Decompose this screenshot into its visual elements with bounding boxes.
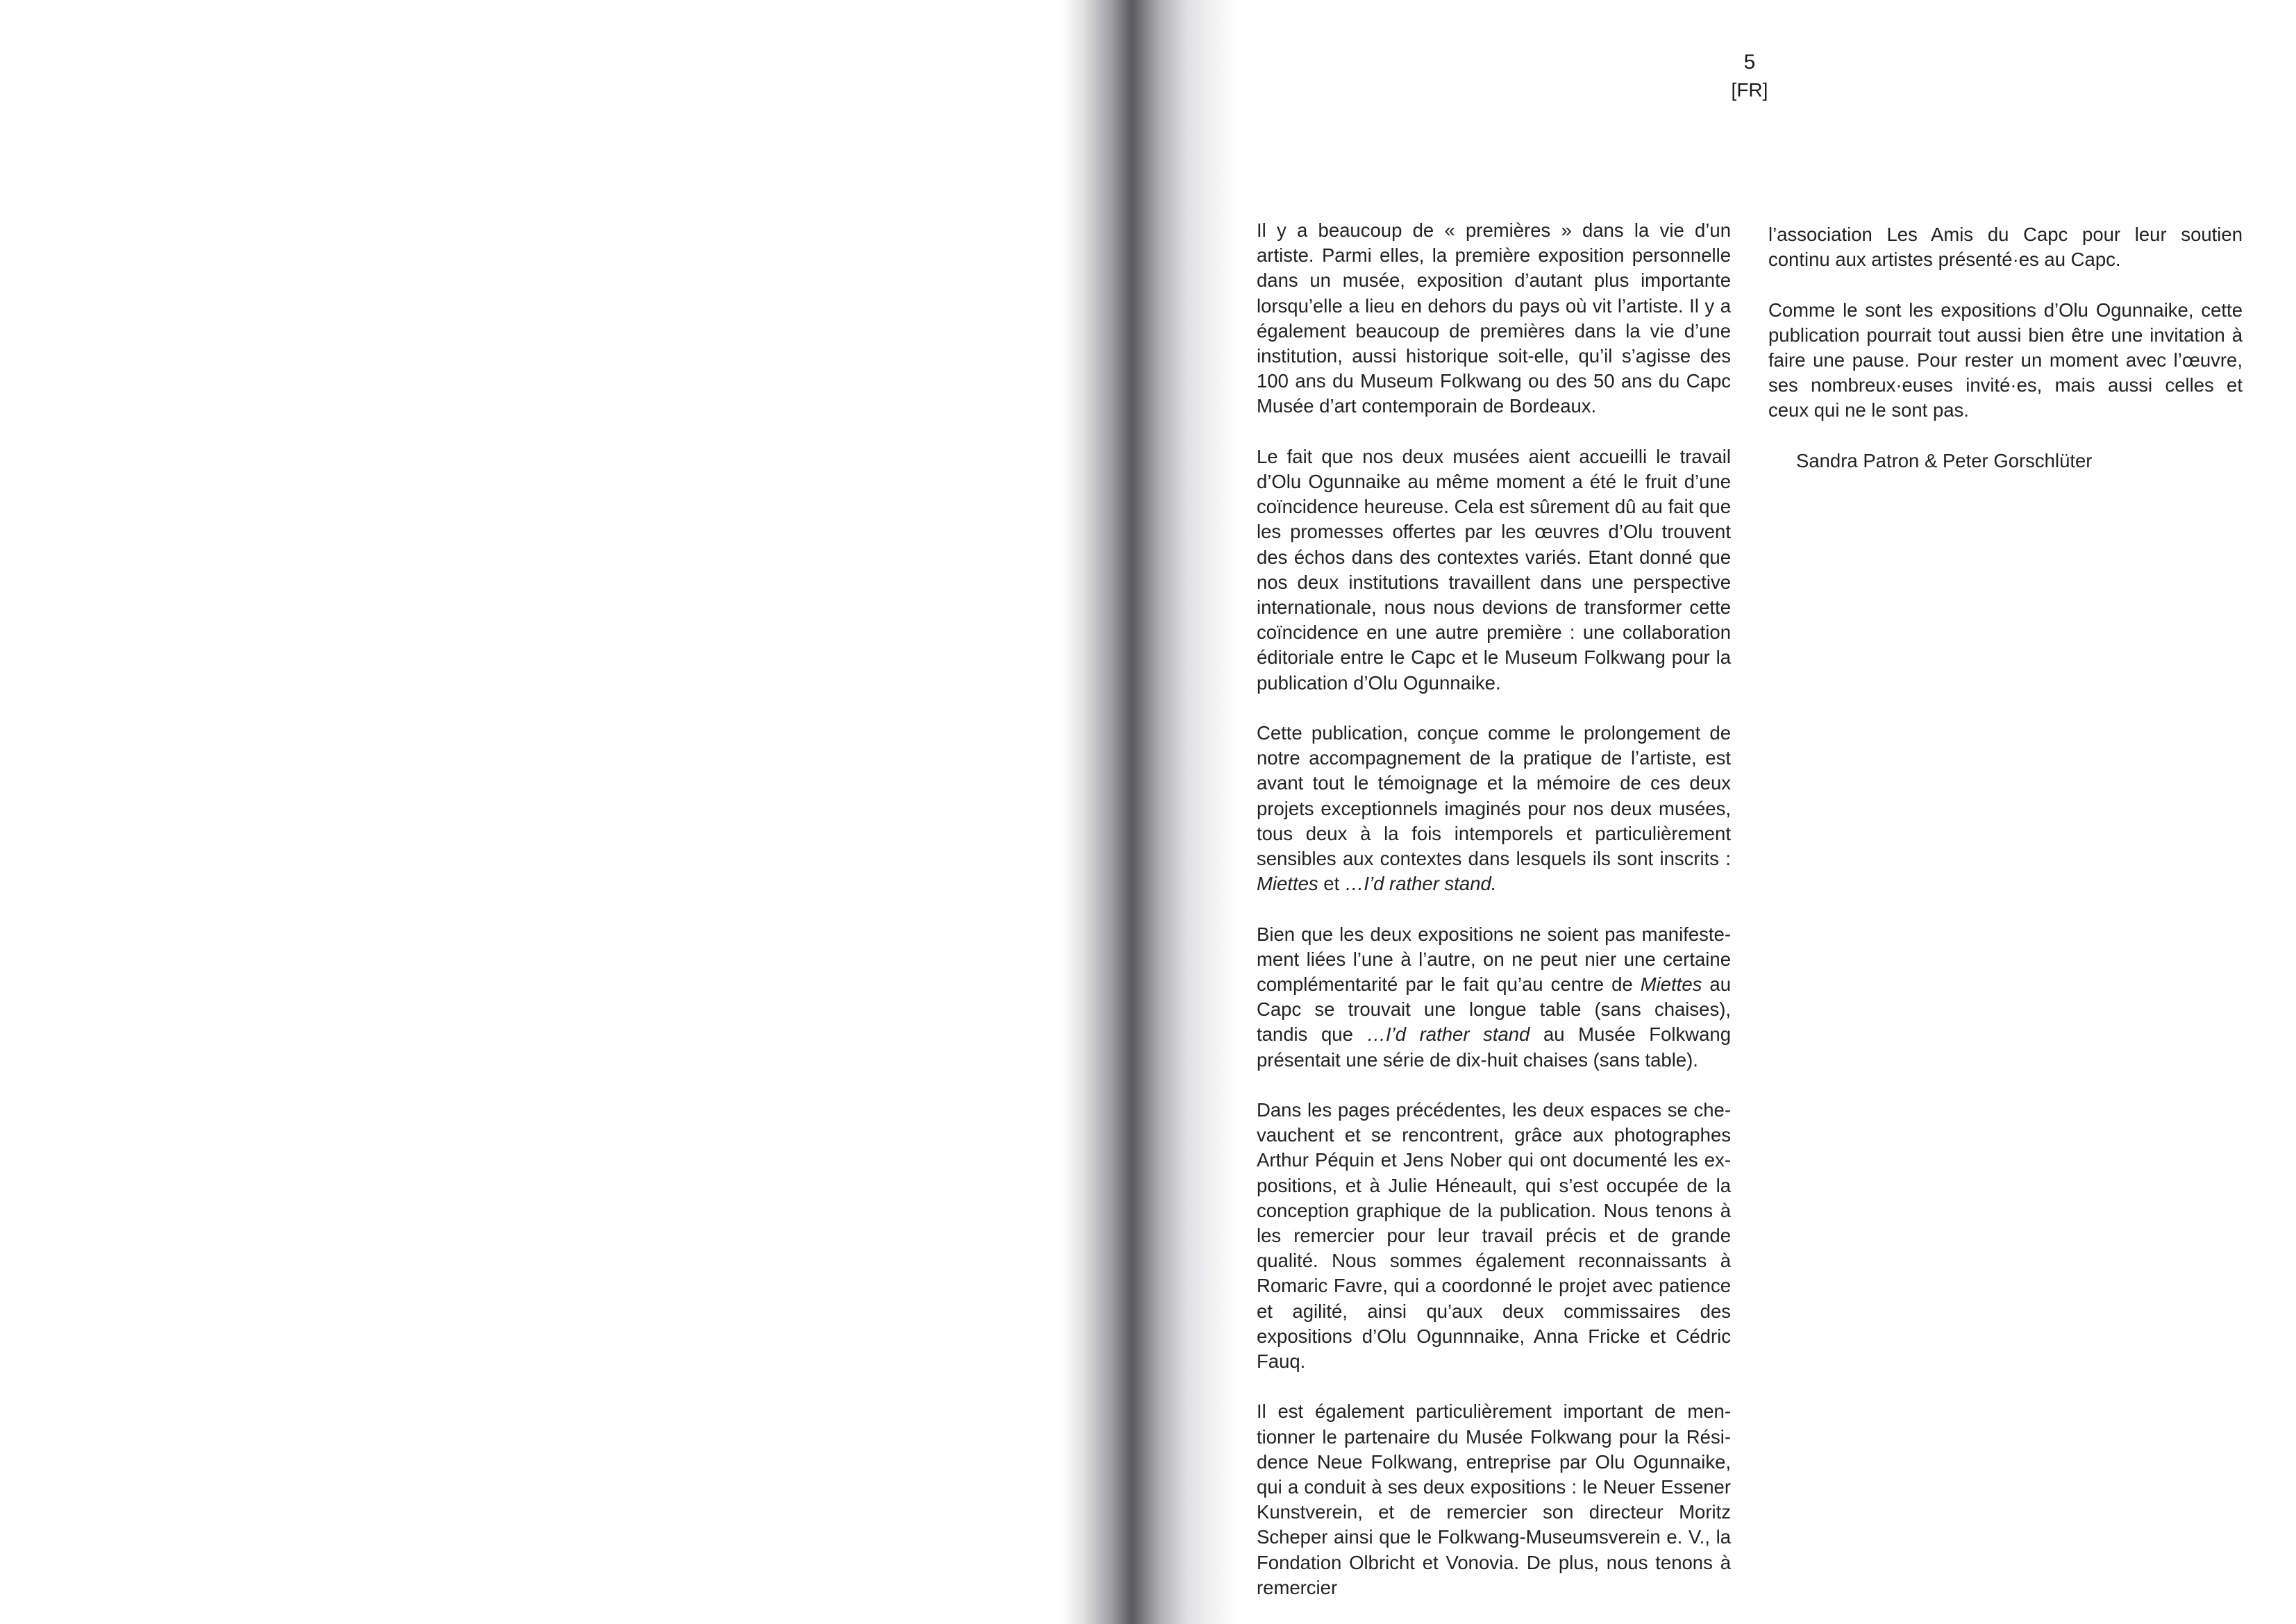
page-header [1708,49,1791,104]
paragraph: Dans les pages précédentes, les deux espaces se chevauchent et se rencontrent, grâce aux photographes Arthur Péquin et Jens Nober qui ont documenté les expositions, et à Julie Héneault, qui s’est occupée de la conception graphique de la publication. Nous tenons à les remercier pour leur travail précis et de grande qualité. Nous sommes également reconnaissants à Romaric Favre, qui a coordonné le projet avec patience et agilité, ainsi qu’aux deux commissaires des expositions d’Olu Ogunnnaike, Anna Fricke et Cédric Fauq. [1257,1099,1731,1373]
text-run: et [1318,873,1345,895]
blank-left-page [0,0,1069,1624]
exhibition-title: Miettes [1257,873,1318,895]
text-column-right [1768,222,2243,474]
paragraph: Il y a beaucoup de « premières » dans la vie d’un artiste. Parmi elles, la première exposition personnelle dans un musée, exposition d’autant plus importante lorsqu’elle a lieu en dehors du pays où vit l’artiste. Il y a également beaucoup de premières dans la vie d’une institution, aussi historique soit-elle, qu’il s’agisse des 100 ans du Museum Folkwang ou des 50 ans du Capc Musée d’art contemporain de Bordeaux. [1257,219,1731,417]
exhibition-title: Miettes [1640,973,1702,996]
exhibition-title: …I’d rather stand. [1344,873,1497,895]
paragraph [1257,922,1731,1073]
text-run: Cette publication, conçue comme le prolongement de notre accompagnement de la pratique de l’artiste, est avant tout le témoignage et la mémoire de ces deux projets exceptionnels imaginés pour nos deux musées, tous deux à la fois intemporels et particulièrement sensibles aux contextes dans lesquels ils sont inscrits : [1257,722,1731,870]
text-run: Bien que les deux expositions ne soient pas manifestement liées l’une à l’autre, on ne peut nier une certaine complémentarité par le fait qu’au centre de [1257,923,1731,996]
signature: Sandra Patron & Peter Gorschlüter [1796,449,2093,471]
paragraph: Il est également particulièrement important de mentionner le partenaire du Musée Folkwang pour la Résidence Neue Folkwang, entreprise par Olu Ogunnaike, qui a conduit à ses deux expositions : le Neuer Essener Kunstverein, et de remercier son directeur Moritz Scheper ainsi que le Folkwang-Museumsverein e. V., la Fondation Olbricht et Vonovia. De plus, nous tenons à remercier [1257,1400,1731,1598]
paragraph: l’association Les Amis du Capc pour leur soutien continu aux artistes présenté·es au Capc. [1768,224,2243,271]
text-run: au Capc se trouvait une longue table (sans chaises), tandis que [1257,973,1732,1046]
gutter-shadow [1062,0,1236,1624]
language-tag: [FR] [1731,79,1768,101]
text-column-left [1257,218,1731,1600]
text-run: au Musée Folkwang présentait une série de dix-huit chaises (sans table). [1257,1023,1732,1071]
page-number: 5 [1743,51,1756,74]
paragraph: Comme le sont les expositions d’Olu Ogunnaike, cette publication pourrait tout aussi bien être une invitation à faire une pause. Pour rester un moment avec l’œuvre, ses nombreux·euses invité·es, mais aussi celles et ceux qui ne le sont pas. [1768,299,2243,421]
exhibition-title: …I’d rather stand [1366,1023,1530,1046]
paragraph [1257,721,1731,896]
paragraph: Le fait que nos deux musées aient accueilli le travail d’Olu Ogunnaike au même moment a été le fruit d’une coïncidence heureuse. Cela est sûrement dû au fait que les promesses offertes par les œuvres d’Olu trouvent des échos dans des contextes variés. Etant donné que nos deux institutions travaillent dans une perspective internationale, nous nous devions de transformer cette coïncidence en une autre première : une collaboration éditoriale entre le Capc et le Museum Folkwang pour la publication d’Olu Ogunnaike. [1257,445,1731,694]
